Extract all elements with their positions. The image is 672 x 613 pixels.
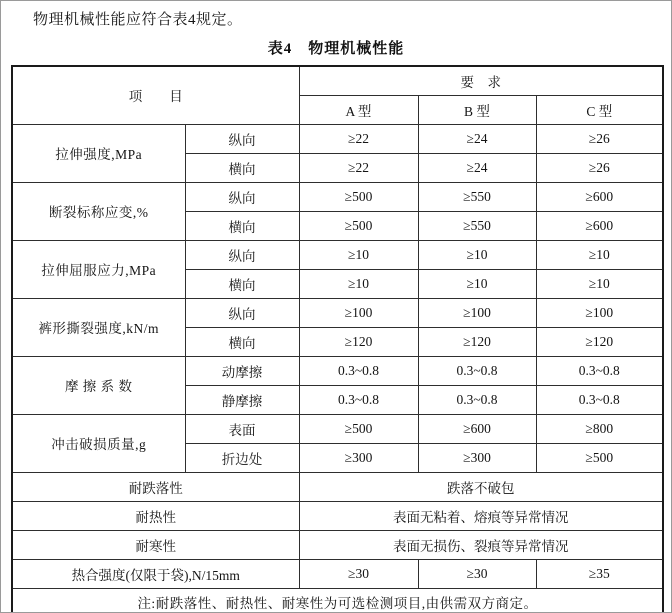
row-group-label: 断裂标称应变,% (12, 182, 185, 240)
header-requirement-cell: 要 求 (299, 66, 663, 95)
row-sub-label: 横向 (185, 327, 299, 356)
value-cell: ≥10 (418, 240, 536, 269)
row-sub-label: 横向 (185, 153, 299, 182)
value-cell: ≥100 (536, 298, 663, 327)
row-sub-label: 表面 (185, 414, 299, 443)
table-row (12, 240, 663, 269)
value-cell: ≥600 (536, 211, 663, 240)
value-cell: 0.3~0.8 (299, 385, 418, 414)
value-cell: ≥120 (418, 327, 536, 356)
table-row (12, 298, 663, 327)
value-cell: ≥120 (299, 327, 418, 356)
note-row (12, 588, 663, 613)
table-note: 注:耐跌落性、耐热性、耐寒性为可选检测项目,由供需双方商定。 (12, 588, 663, 613)
value-cell: ≥800 (536, 414, 663, 443)
table-row (12, 124, 663, 153)
value-cell: ≥10 (536, 240, 663, 269)
row-group-label: 热合强度(仅限于袋),N/15mm (12, 559, 299, 588)
value-cell: ≥22 (299, 124, 418, 153)
value-cell: 表面无损伤、裂痕等异常情况 (299, 530, 663, 559)
value-cell: 跌落不破包 (299, 472, 663, 501)
value-cell: 0.3~0.8 (299, 356, 418, 385)
row-sub-label: 折边处 (185, 443, 299, 472)
value-cell: ≥100 (418, 298, 536, 327)
header-item-cell: 项 目 (12, 66, 299, 124)
row-sub-label: 纵向 (185, 182, 299, 211)
value-cell: ≥500 (299, 414, 418, 443)
value-cell: ≥600 (418, 414, 536, 443)
table-row (12, 559, 663, 588)
value-cell: ≥26 (536, 124, 663, 153)
row-sub-label: 纵向 (185, 124, 299, 153)
row-sub-label: 动摩擦 (185, 356, 299, 385)
value-cell: 0.3~0.8 (536, 385, 663, 414)
value-cell: ≥35 (536, 559, 663, 588)
value-cell: ≥30 (418, 559, 536, 588)
value-cell: ≥10 (299, 240, 418, 269)
row-sub-label: 静摩擦 (185, 385, 299, 414)
value-cell: ≥500 (299, 211, 418, 240)
value-cell: ≥500 (299, 182, 418, 211)
row-group-label: 拉伸屈服应力,MPa (12, 240, 185, 298)
row-group-label: 耐热性 (12, 501, 299, 530)
header-type-c: C 型 (536, 95, 663, 124)
value-cell: 0.3~0.8 (418, 356, 536, 385)
header-row-requirement (12, 66, 663, 95)
table-row (12, 530, 663, 559)
value-cell: ≥22 (299, 153, 418, 182)
value-cell: ≥10 (299, 269, 418, 298)
value-cell: ≥300 (418, 443, 536, 472)
table-row (12, 472, 663, 501)
table-row (12, 182, 663, 211)
row-sub-label: 横向 (185, 269, 299, 298)
value-cell: ≥10 (418, 269, 536, 298)
header-type-b: B 型 (418, 95, 536, 124)
properties-table (11, 65, 664, 613)
value-cell: 表面无粘着、熔痕等异常情况 (299, 501, 663, 530)
table-row (12, 501, 663, 530)
value-cell: ≥10 (536, 269, 663, 298)
value-cell: ≥500 (536, 443, 663, 472)
table-row (12, 414, 663, 443)
intro-text: 物理机械性能应符合表4规定。 (33, 12, 243, 28)
value-cell: ≥300 (299, 443, 418, 472)
value-cell: ≥24 (418, 153, 536, 182)
row-sub-label: 横向 (185, 211, 299, 240)
row-group-label: 冲击破损质量,g (12, 414, 185, 472)
row-group-label: 拉伸强度,MPa (12, 124, 185, 182)
value-cell: ≥550 (418, 182, 536, 211)
header-type-a: A 型 (299, 95, 418, 124)
row-group-label: 耐寒性 (12, 530, 299, 559)
value-cell: ≥120 (536, 327, 663, 356)
row-group-label: 耐跌落性 (12, 472, 299, 501)
table-title: 表4 物理机械性能 (267, 41, 405, 57)
value-cell: ≥550 (418, 211, 536, 240)
value-cell: 0.3~0.8 (418, 385, 536, 414)
value-cell: ≥100 (299, 298, 418, 327)
row-group-label: 裤形撕裂强度,kN/m (12, 298, 185, 356)
row-sub-label: 纵向 (185, 240, 299, 269)
value-cell: 0.3~0.8 (536, 356, 663, 385)
row-sub-label: 纵向 (185, 298, 299, 327)
table-row (12, 356, 663, 385)
value-cell: ≥600 (536, 182, 663, 211)
value-cell: ≥30 (299, 559, 418, 588)
value-cell: ≥26 (536, 153, 663, 182)
value-cell: ≥24 (418, 124, 536, 153)
row-group-label: 摩 擦 系 数 (12, 356, 185, 414)
